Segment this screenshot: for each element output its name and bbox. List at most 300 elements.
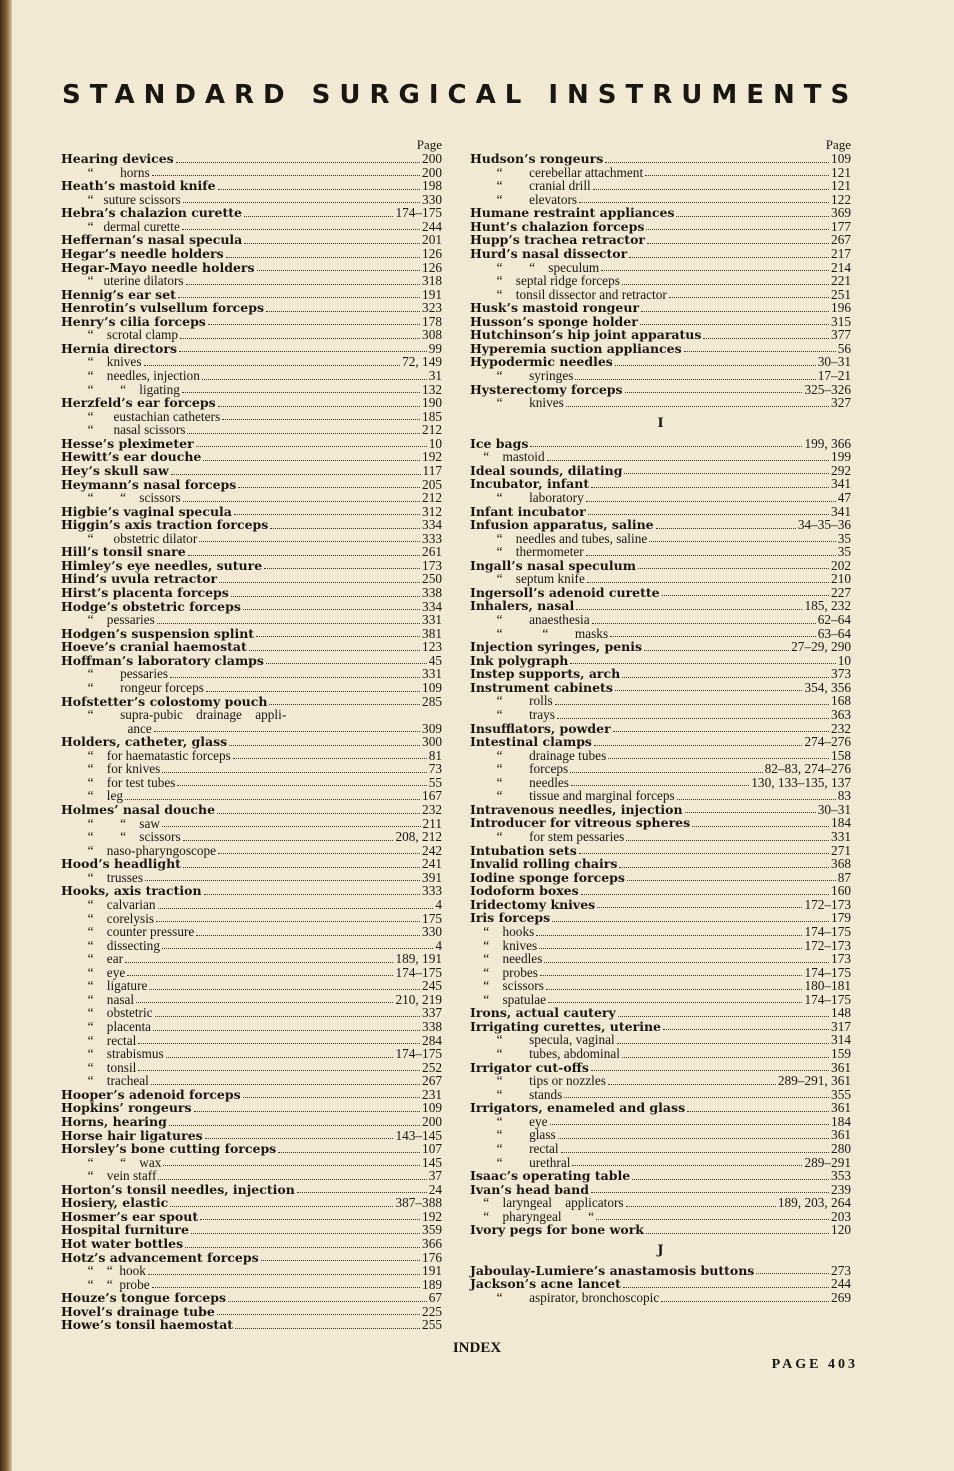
index-entry-label: “ specula, vaginal [470,1032,615,1048]
index-entry [470,1061,851,1075]
book-spine-shadow [0,0,12,1471]
index-entry [470,1169,851,1183]
dot-leader [243,600,420,611]
index-entry-label: Hudson’s rongeurs [470,151,604,166]
index-entry-page: 284 [422,1032,442,1048]
dot-leader [188,545,420,556]
index-entry [470,1101,851,1115]
dot-leader [592,613,816,624]
index-entry-label: Ideal sounds, dilating [470,462,623,478]
index-entry [470,572,851,586]
dot-leader [183,491,420,502]
index-entry-page: 312 [422,503,442,519]
dot-leader [622,667,829,678]
dot-leader [646,220,829,231]
index-entry-page: 314 [831,1032,851,1048]
index-entry-label: “ for knives [61,761,161,777]
dot-leader [154,722,420,733]
index-entry [61,939,442,953]
index-entry-label: “ urethral [470,1154,571,1170]
index-entry-page: 123 [422,639,442,655]
index-entry-page: 377 [831,327,851,343]
index-entry-page: 285 [422,693,442,709]
index-entry-page: 121 [831,164,851,180]
index-entry [61,301,442,315]
index-entry-label: “ tips or nozzles [470,1073,606,1089]
dot-leader [536,925,802,936]
dot-leader [169,1115,420,1126]
dot-leader [669,288,829,299]
dot-leader [149,979,420,990]
index-entry-page: 178 [422,313,442,329]
index-entry-page: 173 [422,557,442,573]
index-entry [470,681,851,695]
index-entry [470,1128,851,1142]
dot-leader [548,993,802,1004]
dot-leader [615,355,816,366]
index-entry-page: 17–21 [817,368,851,383]
index-entry [61,844,442,858]
index-entry [61,749,442,763]
index-entry-label: “ dermal curette [61,218,180,234]
index-entry [470,342,851,356]
index-entry [470,179,851,193]
index-entry-label: “ “ saw [61,815,160,831]
index-entry-label: Hospital furniture [61,1222,189,1238]
index-entry-label: “ uterine dilators [61,273,184,289]
index-entry [470,599,851,613]
dot-leader [222,410,420,421]
index-entry-label: Horsley’s bone cutting forceps [61,1141,277,1157]
index-entry-label: “ “ masks [470,625,609,641]
dot-leader [191,1223,420,1234]
index-entry-page: 331 [422,666,442,682]
dot-leader [687,1101,829,1112]
index-entry-page: 200 [422,151,442,166]
dot-leader [138,1034,420,1045]
index-entry [470,396,851,410]
index-entry [61,288,442,302]
index-entry-label: “ horns [61,164,150,180]
dot-leader [226,247,420,258]
index-entry-label: “ pharyngeal “ [470,1208,595,1224]
dot-leader [148,1264,420,1275]
index-entry-label: Hot water bottles [61,1236,184,1251]
dot-leader [576,599,802,610]
dot-leader [591,1183,829,1194]
dot-leader [610,627,816,638]
index-entry-page: 317 [831,1018,851,1034]
index-entry-page: 225 [422,1303,442,1319]
index-entry-page: 87 [837,869,851,885]
dot-leader [596,1210,829,1221]
index-entry [61,966,442,980]
index-entry-page: 354, 356 [804,679,851,695]
index-entry [61,274,442,288]
index-entry-page: 174–175 [804,991,851,1007]
dot-leader [204,884,420,895]
index-entry-label: “ syringes [470,368,574,383]
index-entry-label: Hysterectomy forceps [470,381,623,397]
index-entry-label: “ for test tubes [61,774,176,790]
index-column-left [61,138,442,1332]
index-entry-label: “ nasal scissors [61,422,186,438]
index-entry-page: 177 [831,218,851,234]
index-entry-page: 244 [831,1276,851,1292]
index-entry-label: Hebra’s chalazion curette [61,205,242,221]
index-entry-label: “ rectal [470,1140,559,1156]
index-entry-page: 330 [422,924,442,940]
index-entry-page: 175 [422,910,442,926]
dot-leader [231,586,420,597]
dot-leader [619,857,829,868]
index-entry-label: Irons, actual cautery [470,1005,616,1021]
index-entry-page: 199 [831,449,851,465]
index-entry-label: “ knives [470,937,538,953]
dot-leader [235,1318,420,1329]
dot-leader [156,912,420,923]
index-entry [470,654,851,668]
index-entry-page: 174–175 [804,964,851,980]
index-entry-label: “ rongeur forceps [61,679,204,695]
index-entry [61,437,442,451]
index-entry [61,396,442,410]
index-entry-page: 208, 212 [395,829,442,845]
index-entry-label: “ trays [470,706,555,722]
dot-leader [601,261,829,272]
index-entry [61,993,442,1007]
index-entry [61,1251,442,1265]
dot-leader [676,206,829,217]
index-entry-label: Irrigating curettes, uterine [470,1018,661,1034]
index-entry [61,912,442,926]
dot-leader [185,1237,420,1248]
dot-leader [264,559,420,570]
index-entry-label: Hovel’s drainage tube [61,1303,215,1319]
index-entry [61,383,442,397]
index-entry-label: Humane restraint appliances [470,205,675,221]
dot-leader [566,396,829,407]
dot-leader [152,1278,420,1289]
index-entry [470,206,851,220]
dot-leader [208,315,420,326]
index-entry [61,572,442,586]
index-entry-page: 368 [831,856,851,872]
index-entry-label: Husk’s mastoid rongeur [470,300,640,316]
index-entry [470,1223,851,1237]
index-entry-label: Heath’s mastoid knife [61,178,216,194]
index-entry-page: 81 [428,747,442,763]
index-entry-page: 323 [422,300,442,316]
index-entry-page: 214 [831,259,851,275]
dot-leader [125,952,393,963]
dot-leader [256,627,420,638]
index-entry [61,545,442,559]
dot-leader [618,1006,829,1017]
index-entry-page: 359 [422,1222,442,1238]
index-entry [61,898,442,912]
dot-leader [171,464,421,475]
index-entry [61,1278,442,1292]
index-entry-page: 210 [831,571,851,587]
index-entry [470,749,851,763]
index-entry-page: 366 [422,1236,442,1251]
index-entry [61,722,442,736]
dot-leader [244,206,394,217]
index-entry [61,952,442,966]
index-entry [470,952,851,966]
index-entry-label: “ aspirator, bronchoscopic [470,1290,660,1305]
index-entry-page: 300 [422,734,442,750]
index-entry-label: Horton’s tonsil needles, injection [61,1181,295,1197]
index-entry-page: 176 [422,1249,442,1265]
index-entry-label: Hosmer’s ear spout [61,1208,199,1224]
index-entry-label: “ pessaries [61,612,155,628]
dot-leader [218,179,420,190]
index-entry [470,1006,851,1020]
index-entry-label: “ rectal [61,1032,137,1048]
index-entry [470,233,851,247]
index-entry-page: 172–173 [804,937,851,953]
index-entry-label: “ needles [470,951,543,967]
dot-leader [579,193,829,204]
dot-leader [136,993,393,1004]
index-entry-page: 337 [422,1005,442,1021]
dot-leader [677,789,836,800]
dot-leader [594,735,802,746]
index-entry-label: Hill’s tonsil snare [61,544,186,560]
footer-page-word: PAGE [771,1357,822,1372]
index-entry-label: “ “ scissors [61,829,181,845]
index-entry-page: 173 [831,951,851,967]
index-entry [470,735,851,749]
index-entry-label: “ obstetric [61,1005,153,1021]
dot-leader [571,776,749,787]
index-entry-page: 308 [422,327,442,343]
index-entry-page: 252 [422,1059,442,1075]
dot-leader [632,1169,829,1180]
index-entry-label: Ingersoll’s adenoid curette [470,584,660,600]
index-entry-page: 117 [422,462,442,478]
dot-leader [127,966,393,977]
index-entry-page: 245 [422,978,442,994]
index-entry [61,369,442,383]
index-entry-label: Hunt’s chalazion forceps [470,218,645,234]
index-entry-page: 273 [831,1262,851,1278]
index-entry-page: 72, 149 [402,354,442,370]
index-entry-label: Hood’s headlight [61,856,181,872]
dot-leader [557,708,829,719]
dot-leader [579,844,829,855]
index-entry [61,166,442,180]
dot-leader [297,1183,427,1194]
index-entry-page: 341 [831,503,851,519]
index-entry-label: Infusion apparatus, saline [470,517,654,533]
index-entry-label: Isaac’s operating table [470,1168,631,1184]
index-entry [61,1115,442,1129]
dot-leader [205,1129,394,1140]
index-entry-page: 255 [422,1317,442,1333]
index-entry [61,1074,442,1088]
index-entry [61,1142,442,1156]
index-entry [61,328,442,342]
index-entry-label: “ knives [470,395,564,411]
dot-leader [162,817,421,828]
index-letter-heading: J [657,1242,664,1258]
index-entry-label: “ septal ridge forceps [470,273,620,289]
index-entry-label: Intestinal clamps [470,734,592,750]
index-entry-label: “ naso-pharyngoscope [61,842,217,858]
index-entry [61,315,442,329]
dot-leader [269,695,420,706]
index-entry [61,735,442,749]
index-entry-label: “ “ ligating [61,381,180,397]
index-entry-label: “ laryngeal applicators [470,1195,624,1211]
dot-leader [158,898,434,909]
index-entry [61,681,442,695]
dot-leader [656,518,796,529]
index-entry-page: 168 [831,693,851,709]
dot-leader [178,288,420,299]
index-entry-label: “ “ scissors [61,490,181,506]
index-entry [61,478,442,492]
dot-leader [218,844,420,855]
index-entry-label: “ spatulae [470,991,547,1007]
index-entry [470,532,851,546]
index-entry-page: 232 [831,720,851,736]
index-entry-page: 120 [831,1222,851,1238]
dot-leader [261,1251,420,1262]
page-column-heading: Page [825,137,851,152]
index-entry-label: “ suture scissors [61,191,181,207]
index-entry-page: 267 [831,232,851,248]
index-entry-label: Horns, hearing [61,1113,167,1129]
dot-leader [615,681,803,692]
index-entry-label: Hurd’s nasal dissector [470,245,628,261]
index-entry-label: Hewitt’s ear douche [61,449,202,465]
dot-leader [170,667,420,678]
index-entry-label: Iodoform boxes [470,883,579,899]
index-entry [470,844,851,858]
index-entry-page: 355 [831,1086,851,1102]
dot-leader [605,152,829,163]
index-entry-label: “ tissue and marginal forceps [470,788,675,804]
index-entry-page: 158 [831,747,851,763]
index-entry-page: 289–291, 361 [777,1073,851,1089]
footer-page-value: 403 [828,1357,858,1372]
index-entry-page: 369 [831,205,851,221]
index-entry [61,817,442,831]
index-entry-page: 109 [422,1100,442,1116]
index-entry-label: “ needles and tubes, saline [470,530,648,546]
index-entry [61,1291,442,1305]
index-entry-label: “ mastoid [470,449,545,465]
index-entry [470,816,851,830]
index-entry [61,884,442,898]
index-entry-page: 192 [422,1208,442,1224]
index-entry-label: Ivory pegs for bone work [470,1222,644,1238]
index-entry [61,1088,442,1102]
index-entry [470,871,851,885]
dot-leader [199,532,420,543]
index-entry-label: “ tonsil [61,1059,137,1075]
index-entry [470,1033,851,1047]
index-entry-label: Hotz’s advancement forceps [61,1249,259,1265]
index-entry-label: “ probes [470,964,538,980]
index-entry-label: “ elevators [470,191,578,207]
index-entry-label: Hesse’s pleximeter [61,435,194,451]
dot-leader [206,681,420,692]
index-entry [470,437,851,451]
dot-leader [593,179,829,190]
index-entry [61,1156,442,1170]
index-entry [470,939,851,953]
index-entry-page: 391 [422,869,442,885]
index-entry-page: 227 [831,584,851,600]
index-entry [61,762,442,776]
index-entry-label: “ placenta [61,1019,152,1034]
dot-leader [176,152,420,163]
dot-leader [228,1291,427,1302]
index-entry [470,261,851,275]
index-entry-page: 174–175 [395,205,442,221]
index-entry-page: 180–181 [804,978,851,994]
index-entry-label: “ cerebellar attachment [470,164,644,180]
dot-leader [581,884,829,895]
dot-leader [243,1088,420,1099]
dot-leader [166,1047,394,1058]
dot-leader [629,247,829,258]
dot-leader [183,193,420,204]
dot-leader [155,1006,420,1017]
index-entry [470,762,851,776]
index-entry-page: 109 [831,151,851,166]
index-entry [61,1101,442,1115]
index-entry [61,491,442,505]
index-entry-label: “ septum knife [470,571,585,587]
index-entry-label: Invalid rolling chairs [470,856,618,872]
index-entry-label: “ vein staff [61,1168,157,1184]
dot-leader [163,1156,420,1167]
index-entry-label: “ laboratory [470,489,584,505]
index-entries-left [61,152,442,1332]
index-entry-label: Infant incubator [470,503,586,519]
dot-leader [591,1061,829,1072]
index-entry [61,1264,442,1278]
index-entry-page: 341 [831,476,851,492]
index-letter-heading: I [657,415,664,431]
dot-leader [540,966,803,977]
index-entry-label: Hooper’s adenoid forceps [61,1086,241,1102]
index-entry-label: “ thermometer [470,544,584,560]
index-entry [470,722,851,736]
index-entry-label: Higbie’s vaginal specula [61,503,232,519]
index-entry-page: 82–83, 274–276 [764,761,851,777]
index-entry [61,518,442,532]
dot-leader [138,1061,420,1072]
dot-leader [278,1142,420,1153]
index-entry-page: 210, 219 [395,991,442,1007]
index-entry-label: Ivan’s head band [470,1181,589,1197]
index-entry [61,355,442,369]
dot-leader [179,342,427,353]
index-entry-page: 107 [422,1141,442,1157]
index-entry [470,1115,851,1129]
index-entry [470,1074,851,1088]
index-entry [61,1061,442,1075]
index-entry [470,1156,851,1170]
dot-leader [586,545,836,556]
